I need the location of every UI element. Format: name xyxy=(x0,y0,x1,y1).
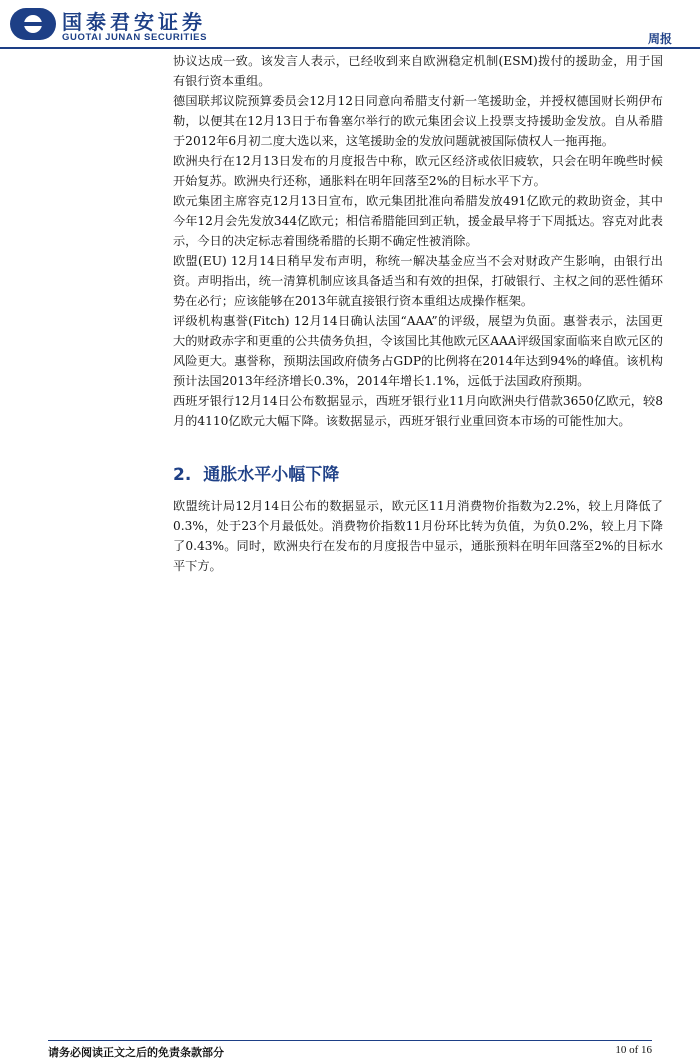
document-body xyxy=(173,51,663,576)
paragraph-german-budget: 德国联邦议院预算委员会12月12日同意向希腊支付新一笔援助金，并授权德国财长朔伊布勒，以便其在12月13日于布鲁塞尔举行的欧元集团会议上投票支持援助金发放。自从希腊于2012年6月初二度大选以来，这笔援助金的发放问题就被国际债权人一拖再拖。 xyxy=(173,94,663,148)
paragraph-fitch-rating: 评级机构惠誉(Fitch) 12月14日确认法国“AAA”的评级，展望为负面。惠誉表示，法国更大的财政赤字和更重的公共债务负担，令该国比其他欧元区AAA评级国家面临来自欧元区的风险更大。惠誉称，预期法国政府债务占GDP的比例将在2014年达到94%的峰值。该机构预计法国2013年经济增长0.3%，2014年增长1.1%，远低于法国政府预期。 xyxy=(173,314,663,388)
paragraph-eurogroup-juncker: 欧元集团主席容克12月13日宣布，欧元集团批准向希腊发放491亿欧元的救助资金，其中今年12月会先发放344亿欧元；相信希腊能回到正轨，援金最早将于下周抵达。容克对此表示，今日的决定标志着围绕希腊的长期不确定性被消除。 xyxy=(173,194,663,248)
report-type-label: 周报 xyxy=(647,32,672,46)
footer-disclaimer: 请务必阅读正文之后的免责条款部分 xyxy=(48,1046,224,1059)
page-header xyxy=(0,0,700,48)
paragraph-eurostat-cpi: 欧盟统计局12月14日公布的数据显示，欧元区11月消费物价指数为2.2%，较上月降低了0.3%，处于23个月最低处。消费物价指数11月份环比转为负值，为负0.2%，较上月下降了0.43%。同时，欧洲央行在发布的月度报告中显示，通胀预料在明年回落至2%的目标水平下方。 xyxy=(173,499,663,573)
paragraph-esm-aid: 协议达成一致。该发言人表示，已经收到来自欧洲稳定机制(ESM)拨付的援助金，用于国有银行资本重组。 xyxy=(173,54,663,88)
paragraph-spain-banks: 西班牙银行12月14日公布数据显示，西班牙银行业11月向欧洲央行借款3650亿欧元，较8月的4110亿欧元大幅下降。该数据显示，西班牙银行业重回资本市场的可能性加大。 xyxy=(173,394,663,428)
footer-divider xyxy=(48,1040,652,1041)
paragraph-eu-statement: 欧盟(EU) 12月14日稍早发布声明，称统一解决基金应当不会对财政产生影响，由银行出资。声明指出，统一清算机制应该具备适当和有效的担保，打破银行、主权之间的恶性循环势在必行；应该能够在2013年就直接银行资本重组达成操作框架。 xyxy=(173,254,663,308)
page-number: 10 of 16 xyxy=(615,1044,652,1056)
company-logo-icon xyxy=(10,8,56,40)
company-name-cn: 国泰君安证券 xyxy=(62,10,206,34)
company-name-en: GUOTAI JUNAN SECURITIES xyxy=(62,32,208,43)
paragraph-ecb-report: 欧洲央行在12月13日发布的月度报告中称，欧元区经济或依旧疲软，只会在明年晚些时候开始复苏。欧洲央行还称，通胀料在明年回落至2%的目标水平下方。 xyxy=(173,154,663,188)
section-title: 通胀水平小幅下降 xyxy=(203,465,340,485)
header-divider xyxy=(0,47,700,49)
section-heading xyxy=(173,462,663,488)
section-number: 2. xyxy=(173,465,192,485)
